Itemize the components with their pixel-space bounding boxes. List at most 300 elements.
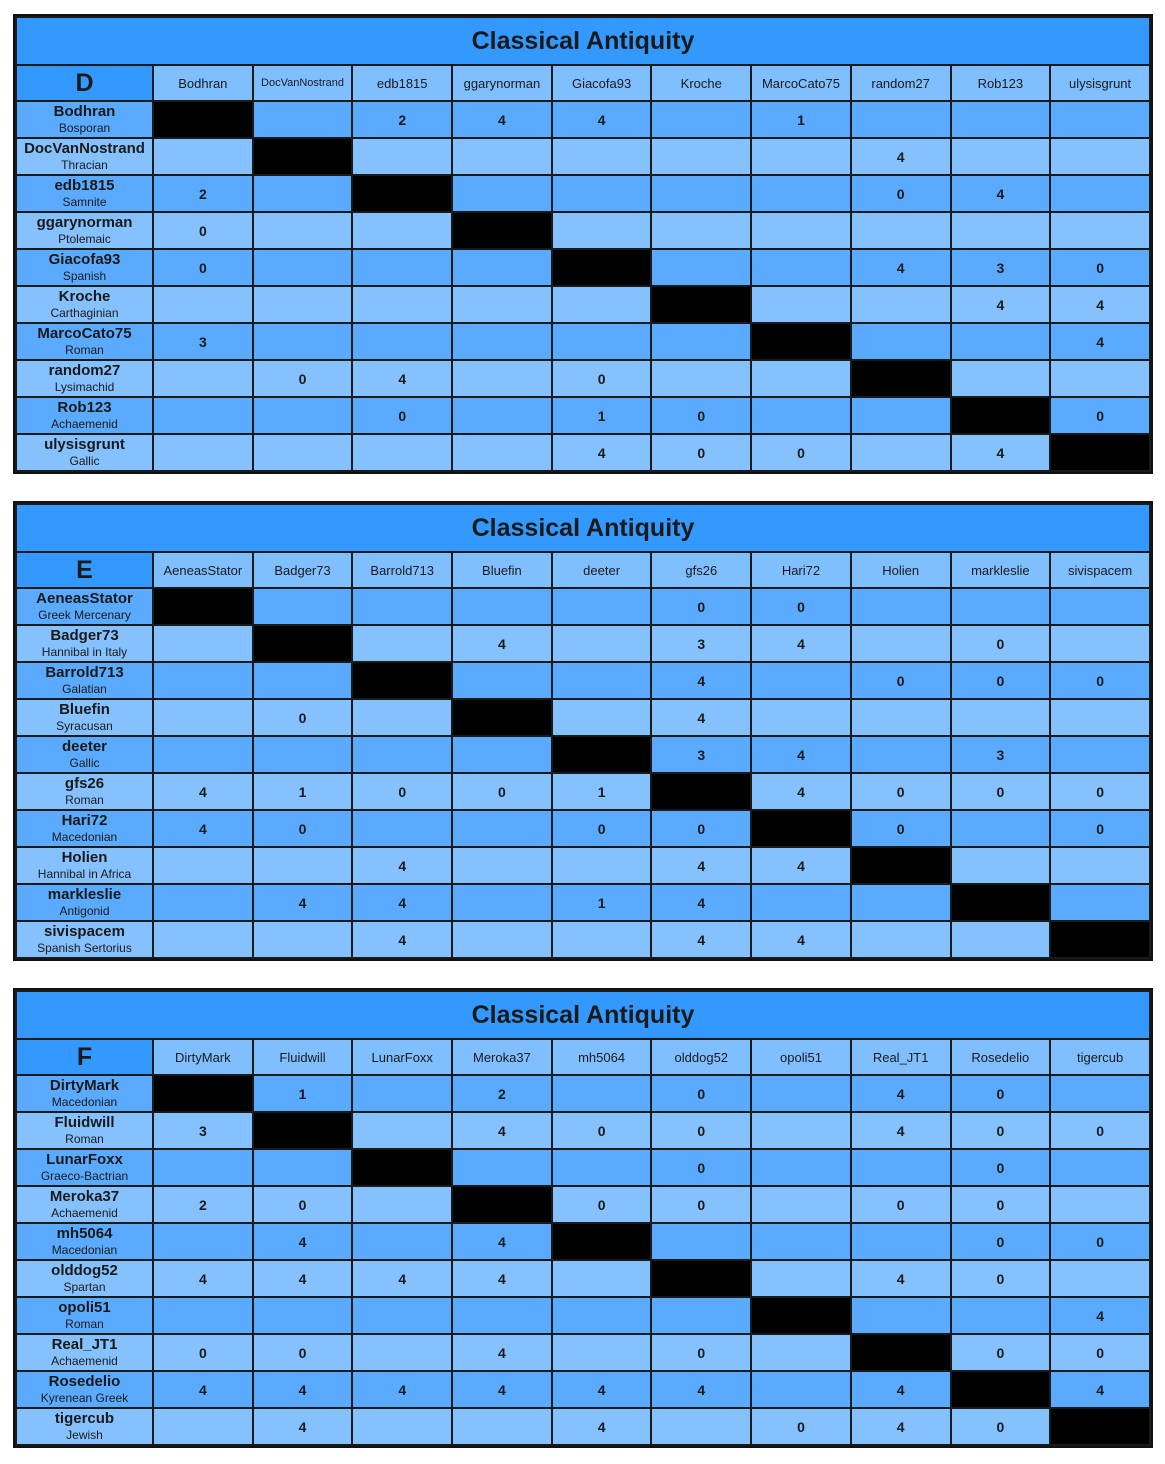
score-cell — [851, 1297, 951, 1334]
score-cell: 2 — [452, 1075, 552, 1112]
score-cell — [452, 434, 552, 471]
score-cell — [951, 138, 1051, 175]
score-cell — [153, 1149, 253, 1186]
score-cell: 0 — [851, 1186, 951, 1223]
score-cell — [751, 1260, 851, 1297]
diagonal-cell — [651, 1260, 751, 1297]
score-cell: 0 — [651, 588, 751, 625]
faction-name: Macedonian — [51, 1242, 118, 1257]
table-row — [16, 323, 1150, 360]
score-cell — [751, 138, 851, 175]
score-cell — [1050, 1260, 1150, 1297]
table-row — [16, 286, 1150, 323]
score-cell: 0 — [851, 662, 951, 699]
score-cell: 0 — [253, 360, 353, 397]
score-cell — [153, 662, 253, 699]
score-cell: 0 — [253, 810, 353, 847]
score-cell — [352, 1186, 452, 1223]
faction-name: Hannibal in Italy — [41, 644, 128, 659]
row-header — [16, 1408, 153, 1445]
row-header — [16, 884, 153, 921]
faction-name: Hannibal in Africa — [37, 866, 132, 881]
score-cell: 4 — [1050, 1371, 1150, 1408]
player-name: AeneasStator — [36, 589, 133, 607]
column-header: Bluefin — [452, 552, 552, 588]
score-cell — [253, 662, 353, 699]
score-cell: 4 — [651, 1371, 751, 1408]
score-cell — [751, 397, 851, 434]
score-cell — [352, 138, 452, 175]
score-cell — [452, 1408, 552, 1445]
score-cell — [751, 212, 851, 249]
score-cell — [153, 397, 253, 434]
diagonal-cell — [1050, 434, 1150, 471]
score-cell: 4 — [352, 884, 452, 921]
row-header — [16, 1260, 153, 1297]
score-cell — [552, 1297, 652, 1334]
row-header — [16, 1223, 153, 1260]
player-name: olddog52 — [51, 1261, 118, 1279]
score-cell — [352, 249, 452, 286]
score-cell — [751, 1075, 851, 1112]
score-cell: 0 — [253, 1186, 353, 1223]
column-header: sivispacem — [1050, 552, 1150, 588]
score-cell: 4 — [552, 1408, 652, 1445]
score-cell: 4 — [851, 1260, 951, 1297]
diagonal-cell — [851, 847, 951, 884]
player-name: DocVanNostrand — [24, 139, 145, 157]
player-name: Bodhran — [53, 102, 116, 120]
score-cell: 1 — [552, 884, 652, 921]
score-cell: 4 — [751, 921, 851, 958]
player-name: Real_JT1 — [51, 1335, 118, 1353]
score-cell: 0 — [651, 1334, 751, 1371]
score-cell: 0 — [751, 1408, 851, 1445]
score-cell: 0 — [651, 1149, 751, 1186]
score-cell: 4 — [552, 434, 652, 471]
table-row — [16, 249, 1150, 286]
score-cell: 2 — [352, 101, 452, 138]
diagonal-cell — [951, 1371, 1051, 1408]
score-cell — [253, 397, 353, 434]
score-cell — [751, 1112, 851, 1149]
player-name: DirtyMark — [49, 1076, 120, 1094]
score-cell: 0 — [751, 588, 851, 625]
column-header: gfs26 — [651, 552, 751, 588]
score-cell — [253, 249, 353, 286]
score-cell: 4 — [851, 1371, 951, 1408]
row-header — [16, 736, 153, 773]
column-header-row — [16, 1039, 1150, 1075]
score-cell — [651, 1223, 751, 1260]
score-cell: 4 — [751, 847, 851, 884]
score-cell — [951, 101, 1051, 138]
table-row — [16, 1408, 1150, 1445]
diagonal-cell — [751, 1297, 851, 1334]
score-cell — [851, 625, 951, 662]
row-header — [16, 434, 153, 471]
faction-name: Achaemenid — [51, 416, 118, 431]
player-name: Barrold713 — [45, 663, 124, 681]
score-cell: 4 — [751, 773, 851, 810]
score-cell: 4 — [651, 884, 751, 921]
score-cell: 4 — [1050, 323, 1150, 360]
player-name: tigercub — [54, 1409, 115, 1427]
score-cell — [253, 1297, 353, 1334]
score-cell: 4 — [153, 1260, 253, 1297]
score-cell — [1050, 588, 1150, 625]
row-header — [16, 1371, 153, 1408]
row-header — [16, 138, 153, 175]
score-cell — [452, 884, 552, 921]
score-cell — [352, 810, 452, 847]
diagonal-cell — [751, 323, 851, 360]
row-header — [16, 699, 153, 736]
player-name: Kroche — [58, 287, 111, 305]
row-header — [16, 588, 153, 625]
table-row — [16, 101, 1150, 138]
table-row — [16, 434, 1150, 471]
column-header: edb1815 — [352, 65, 452, 101]
score-cell — [452, 847, 552, 884]
table-row — [16, 1149, 1150, 1186]
score-cell — [751, 699, 851, 736]
diagonal-cell — [452, 1186, 552, 1223]
score-cell: 3 — [651, 625, 751, 662]
faction-name: Galatian — [62, 681, 107, 696]
faction-name: Macedonian — [51, 1094, 118, 1109]
score-cell — [1050, 1149, 1150, 1186]
faction-name: Antigonid — [59, 903, 110, 918]
score-cell — [1050, 1186, 1150, 1223]
player-name: Rob123 — [57, 398, 112, 416]
score-cell — [851, 101, 951, 138]
faction-name: Kyrenean Greek — [40, 1390, 129, 1405]
diagonal-cell — [651, 286, 751, 323]
faction-name: Gallic — [69, 755, 100, 770]
row-header — [16, 847, 153, 884]
row-header — [16, 323, 153, 360]
results-table — [15, 990, 1151, 1446]
score-cell: 3 — [153, 1112, 253, 1149]
score-cell: 0 — [651, 1075, 751, 1112]
faction-name: Spanish — [62, 268, 107, 283]
score-cell — [751, 1186, 851, 1223]
row-header — [16, 249, 153, 286]
player-name: mh5064 — [56, 1224, 113, 1242]
score-cell — [951, 699, 1051, 736]
score-cell — [751, 286, 851, 323]
score-cell — [552, 1334, 652, 1371]
diagonal-cell — [951, 397, 1051, 434]
score-cell — [951, 360, 1051, 397]
row-header — [16, 921, 153, 958]
score-cell — [352, 286, 452, 323]
column-header: mh5064 — [552, 1039, 652, 1075]
score-cell — [352, 434, 452, 471]
player-name: random27 — [48, 361, 121, 379]
title-row — [16, 991, 1150, 1039]
score-cell: 3 — [951, 736, 1051, 773]
score-cell — [552, 921, 652, 958]
results-grid-d — [13, 14, 1153, 474]
score-cell — [452, 588, 552, 625]
score-cell — [452, 810, 552, 847]
table-row — [16, 588, 1150, 625]
score-cell — [352, 699, 452, 736]
faction-name: Achaemenid — [51, 1205, 118, 1220]
score-cell — [153, 434, 253, 471]
table-row — [16, 625, 1150, 662]
score-cell: 0 — [1050, 662, 1150, 699]
score-cell: 0 — [1050, 810, 1150, 847]
score-cell — [951, 921, 1051, 958]
faction-name: Spartan — [63, 1279, 106, 1294]
score-cell: 0 — [951, 1149, 1051, 1186]
faction-name: Samnite — [62, 194, 107, 209]
score-cell — [153, 1297, 253, 1334]
score-cell — [452, 360, 552, 397]
score-cell: 0 — [1050, 1223, 1150, 1260]
column-header: ggarynorman — [452, 65, 552, 101]
score-cell — [352, 1408, 452, 1445]
faction-name: Roman — [65, 1316, 104, 1331]
diagonal-cell — [352, 1149, 452, 1186]
score-cell: 0 — [552, 360, 652, 397]
score-cell — [352, 1334, 452, 1371]
score-cell — [153, 286, 253, 323]
faction-name: Syracusan — [56, 718, 113, 733]
score-cell: 4 — [651, 921, 751, 958]
player-name: Hari72 — [61, 811, 108, 829]
score-cell — [951, 212, 1051, 249]
score-cell: 4 — [851, 138, 951, 175]
group-letter: D — [16, 65, 153, 101]
row-header — [16, 286, 153, 323]
score-cell: 4 — [651, 662, 751, 699]
score-cell — [552, 847, 652, 884]
score-cell: 4 — [452, 625, 552, 662]
column-header: Meroka37 — [452, 1039, 552, 1075]
faction-name: Roman — [65, 792, 104, 807]
column-header: Badger73 — [253, 552, 353, 588]
diagonal-cell — [851, 360, 951, 397]
score-cell: 0 — [552, 1186, 652, 1223]
score-cell — [1050, 884, 1150, 921]
score-cell: 1 — [751, 101, 851, 138]
table-row — [16, 1223, 1150, 1260]
table-row — [16, 1260, 1150, 1297]
column-header: AeneasStator — [153, 552, 253, 588]
score-cell: 4 — [951, 434, 1051, 471]
score-cell — [552, 286, 652, 323]
score-cell: 0 — [352, 773, 452, 810]
row-header — [16, 1112, 153, 1149]
score-cell — [153, 360, 253, 397]
score-cell — [651, 360, 751, 397]
faction-name: Roman — [65, 1131, 104, 1146]
score-cell: 0 — [651, 434, 751, 471]
score-cell: 0 — [1050, 249, 1150, 286]
score-cell: 4 — [552, 101, 652, 138]
score-cell: 1 — [552, 397, 652, 434]
score-cell: 4 — [452, 101, 552, 138]
score-cell — [651, 1297, 751, 1334]
score-cell — [751, 884, 851, 921]
score-cell: 0 — [951, 662, 1051, 699]
score-cell — [751, 175, 851, 212]
score-cell: 4 — [851, 249, 951, 286]
score-cell — [253, 434, 353, 471]
score-cell: 0 — [951, 625, 1051, 662]
player-name: Bluefin — [59, 700, 110, 718]
results-grid-f — [13, 988, 1153, 1448]
player-name: Giacofa93 — [48, 250, 121, 268]
score-cell — [452, 249, 552, 286]
score-cell: 1 — [253, 1075, 353, 1112]
score-cell — [153, 138, 253, 175]
score-cell — [751, 249, 851, 286]
score-cell — [452, 397, 552, 434]
faction-name: Ptolemaic — [58, 231, 111, 246]
score-cell — [851, 397, 951, 434]
score-cell: 0 — [651, 810, 751, 847]
column-header: opoli51 — [751, 1039, 851, 1075]
score-cell — [951, 588, 1051, 625]
score-cell: 0 — [651, 397, 751, 434]
score-cell — [1050, 736, 1150, 773]
score-cell — [1050, 699, 1150, 736]
table-row — [16, 847, 1150, 884]
player-name: Fluidwill — [54, 1113, 115, 1131]
row-header — [16, 810, 153, 847]
table-row — [16, 175, 1150, 212]
score-cell — [552, 175, 652, 212]
score-cell: 0 — [352, 397, 452, 434]
score-cell — [253, 1149, 353, 1186]
score-cell — [352, 736, 452, 773]
row-header — [16, 1075, 153, 1112]
score-cell: 4 — [352, 847, 452, 884]
row-header — [16, 662, 153, 699]
score-cell — [651, 249, 751, 286]
score-cell: 4 — [951, 286, 1051, 323]
table-row — [16, 1075, 1150, 1112]
score-cell — [1050, 138, 1150, 175]
score-cell: 1 — [253, 773, 353, 810]
faction-name: Bosporan — [58, 120, 111, 135]
column-header: Real_JT1 — [851, 1039, 951, 1075]
score-cell: 4 — [253, 884, 353, 921]
score-cell — [1050, 360, 1150, 397]
diagonal-cell — [1050, 921, 1150, 958]
score-cell — [951, 1297, 1051, 1334]
score-cell — [253, 101, 353, 138]
score-cell: 3 — [651, 736, 751, 773]
player-name: Badger73 — [50, 626, 119, 644]
results-table — [15, 503, 1151, 959]
score-cell — [352, 323, 452, 360]
results-grid-e — [13, 501, 1153, 961]
score-cell — [452, 662, 552, 699]
score-cell: 4 — [452, 1260, 552, 1297]
score-cell: 4 — [1050, 1297, 1150, 1334]
score-cell: 4 — [851, 1075, 951, 1112]
score-cell: 0 — [552, 1112, 652, 1149]
score-cell: 4 — [751, 736, 851, 773]
score-cell: 0 — [1050, 1112, 1150, 1149]
score-cell: 4 — [352, 1371, 452, 1408]
score-cell — [452, 736, 552, 773]
row-header — [16, 1334, 153, 1371]
score-cell — [452, 1149, 552, 1186]
score-cell — [651, 175, 751, 212]
score-cell — [552, 662, 652, 699]
column-header: Rosedelio — [951, 1039, 1051, 1075]
table-row — [16, 699, 1150, 736]
row-header — [16, 773, 153, 810]
score-cell — [851, 1149, 951, 1186]
row-header — [16, 175, 153, 212]
row-header — [16, 101, 153, 138]
player-name: ggarynorman — [36, 213, 133, 231]
score-cell: 4 — [1050, 286, 1150, 323]
score-cell — [153, 884, 253, 921]
player-name: Holien — [61, 848, 108, 866]
score-cell: 1 — [552, 773, 652, 810]
score-cell — [751, 1149, 851, 1186]
score-cell — [1050, 212, 1150, 249]
score-cell: 0 — [1050, 773, 1150, 810]
group-title: Classical Antiquity — [16, 17, 1150, 65]
faction-name: Macedonian — [51, 829, 118, 844]
score-cell: 0 — [951, 1334, 1051, 1371]
score-cell — [352, 1223, 452, 1260]
score-cell — [352, 1112, 452, 1149]
score-cell: 0 — [552, 810, 652, 847]
table-row — [16, 773, 1150, 810]
score-cell: 4 — [851, 1408, 951, 1445]
score-cell — [1050, 1075, 1150, 1112]
faction-name: Spanish Sertorius — [37, 940, 132, 955]
faction-name: Graeco-Bactrian — [40, 1168, 129, 1183]
score-cell: 4 — [452, 1334, 552, 1371]
score-cell: 3 — [951, 249, 1051, 286]
score-cell: 0 — [951, 1186, 1051, 1223]
column-header: Bodhran — [153, 65, 253, 101]
score-cell: 4 — [253, 1223, 353, 1260]
faction-name: Thracian — [61, 157, 108, 172]
player-name: LunarFoxx — [46, 1150, 123, 1168]
diagonal-cell — [951, 884, 1051, 921]
score-cell: 4 — [253, 1371, 353, 1408]
table-row — [16, 1186, 1150, 1223]
score-cell — [452, 921, 552, 958]
table-row — [16, 736, 1150, 773]
row-header — [16, 1297, 153, 1334]
table-row — [16, 884, 1150, 921]
row-header — [16, 1186, 153, 1223]
score-cell: 4 — [651, 699, 751, 736]
score-cell — [452, 323, 552, 360]
table-row — [16, 1112, 1150, 1149]
title-row — [16, 17, 1150, 65]
score-cell — [352, 588, 452, 625]
column-header: Barrold713 — [352, 552, 452, 588]
score-cell — [851, 323, 951, 360]
score-cell — [153, 736, 253, 773]
score-cell: 4 — [552, 1371, 652, 1408]
